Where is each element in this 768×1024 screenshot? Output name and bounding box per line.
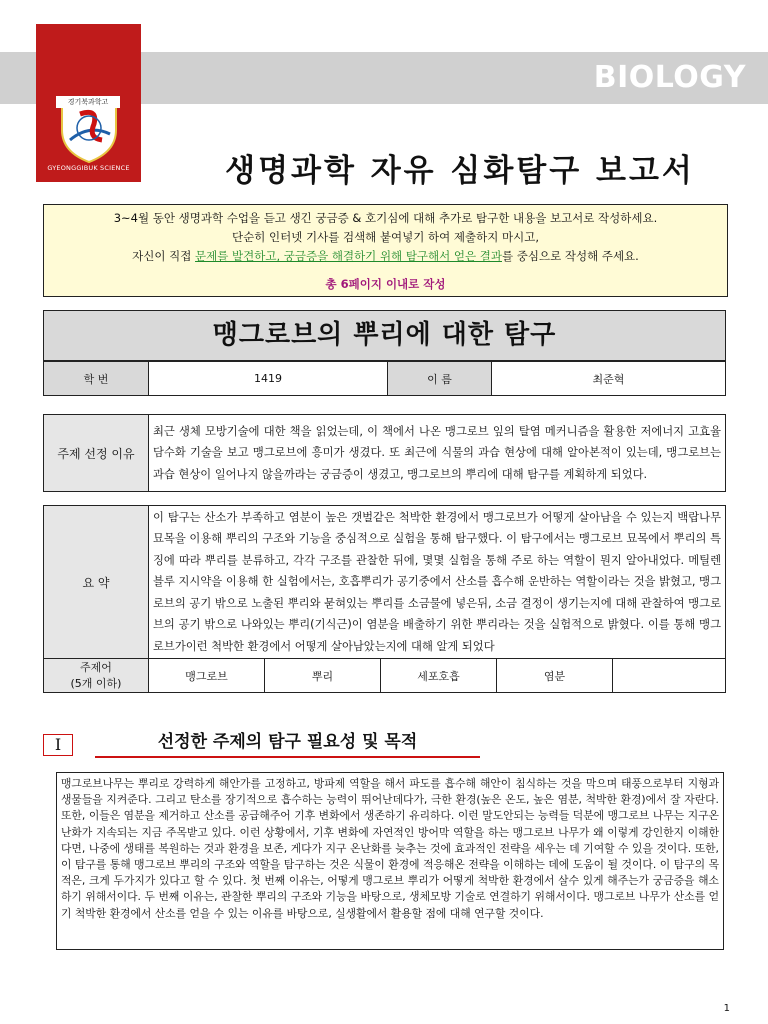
page-limit-note: 총 6페이지 이내로 작성 [325,277,446,291]
instruction-line-3-post: 를 중심으로 작성해 주세요. [502,249,639,263]
reason-label: 주제 선정 이유 [44,415,149,492]
keywords-label-line2: (5개 이하) [70,676,122,690]
instruction-line-1: 3~4월 동안 생명과학 수업을 듣고 생긴 궁금증 & 호기심에 대해 추가로 탐구한 내용을 보고서로 작성하세요. [113,211,658,225]
page-number: 1 [723,1003,730,1014]
section-title: 선정한 주제의 탐구 필요성 및 목적 [95,728,480,758]
keyword-1: 맹그로브 [149,659,265,693]
student-id-label: 학 번 [44,362,149,396]
keywords-label-line1: 주제어 [80,660,112,674]
student-info-table [43,361,726,396]
logo-badge: 경기북과학고 [56,96,120,108]
topic-title: 맹그로브의 뿌리에 대한 탐구 [43,310,726,361]
instructions-box [43,204,728,297]
student-name-label: 이 름 [388,362,492,396]
summary-table [43,505,726,659]
student-name-value: 최준혁 [492,362,726,396]
keyword-2: 뿌리 [265,659,381,693]
logo-caption: GYEONGGIBUK SCIENCE [47,164,130,172]
page-title: 생명과학 자유 심화탐구 보고서 [225,153,695,189]
instruction-line-3-pre: 자신이 직접 [132,249,196,263]
instruction-line-3 [44,248,727,264]
keyword-5 [613,659,726,693]
reason-text: 최근 생체 모방기술에 대한 책을 읽었는데, 이 책에서 나온 맹그로브 잎의 탈염 메커니즘을 활용한 저에너지 고효율 담수화 기술을 보고 맹그로브에 흥미가 생겼다. 또 최근에 식물의 과습 현상에 대해 알아본적이 있는데, 맹그로브는 과습 현상이 일어나지 않을까라는 궁금증이 생겼고, 맹그로브의 뿌리에 대해 탐구를 계획하게 되었다. [149,415,726,492]
instruction-line-2: 단순히 인터넷 기사를 검색해 붙여넣기 하여 제출하지 마시고, [232,230,539,244]
subject-label: BIOLOGY [593,60,746,95]
keywords-label [44,659,149,693]
keywords-table [43,658,726,693]
section-number: I [43,734,73,756]
school-logo [36,24,141,182]
section-body: 맹그로브나무는 뿌리로 강력하게 해안가를 고정하고, 방파제 역할을 해서 파도를 흡수해 해안이 침식하는 것을 막으며 태풍으로부터 지형과 생물들을 지켜준다. 그리고 탄소를 장기적으로 흡수하는 능력이 뛰어난데다가, 극한 환경(높은 온도, 높은 염분, 척박한 환경)에서 잘 자란다. 또한, 이들은 염분을 제거하고 산소를 공급해주어 기후 변화에서 생존하기 유리하다. 이런 말도안되는 능력들 덕분에 맹그로브 나무는 지구온난화가 지속되는 지금 주목받고 있다. 이런 상황에서, 기후 변화에 자연적인 방어막 역할을 하는 맹그로브 나무가 왜 이렇게 강인한지 이해한다면, 나중에 생태를 복원하는 것과 환경을 보존, 게다가 지구 온난화를 늦추는 것에 효과적인 전략을 세우는 데 기여할 수 있을 것이다. 또한, 이 탐구를 통해 맹그로브 뿌리의 구조와 역할을 탐구하는 것은 식물이 환경에 적응해온 전략을 이해하는 데에 도움이 될 것이다. 이 탐구의 목적은, 크게 두가지가 있다고 할 수 있다. 첫 번째 이유는, 어떻게 맹그로브 뿌리가 어떻게 척박한 환경에서 살수 있게 해주는가 궁금증을 해소하기 위해서이다. 두 번째 이유는, 관찰한 뿌리의 구조와 기능을 바탕으로, 생체모방 기술로 연결하기 위해서이다. 맹그로브 나무가 산소를 얻기 척박한 환경에서 산소를 얻을 수 있는 이유를 바탕으로, 실생활에서 활용할 점에 대해 연구할 것이다. [56,772,724,950]
keyword-4: 염분 [497,659,613,693]
reason-table [43,414,726,492]
summary-text: 이 탐구는 산소가 부족하고 염분이 높은 갯벌같은 척박한 환경에서 맹그로브가 어떻게 살아남을 수 있는지 백랍나무 묘목을 이용해 뿌리의 구조와 기능을 중심적으로 실험을 통해 탐구했다. 이 탐구에서는 맹그로브 묘목에서 뿌리의 특징에 따라 뿌리를 분류하고, 각각 구조를 관찰한 뒤에, 몇몇 실험을 통해 주로 하는 역할이 뭔지 알아내었다. 메틸렌 블루 지시약을 이용해 한 실험에서는, 호흡뿌리가 공기중에서 산소를 흡수해 운반하는 역할이라는 것을 밝혔고, 맹그로브의 공기 밖으로 노출된 뿌리와 묻혀있는 뿌리를 소금물에 넣은뒤, 소금 결정이 생기는지에 대해 관찰하여 맹그로브의 공기 밖으로 나와있는 뿌리(기식근)이 염분을 배출하기 위한 뿌리라는 것을 실험적으로 밝혔다. 이를 통해 맹그로브가이런 척박한 환경에서 어떻게 살아남았는지에 대해 알게 되었다 [149,506,726,659]
student-id-value: 1419 [149,362,388,396]
instruction-line-3-highlight: 문제를 발견하고, 궁금증을 해결하기 위해 탐구해서 얻은 결과 [195,249,502,263]
keyword-3: 세포호흡 [381,659,497,693]
summary-label: 요 약 [44,506,149,659]
